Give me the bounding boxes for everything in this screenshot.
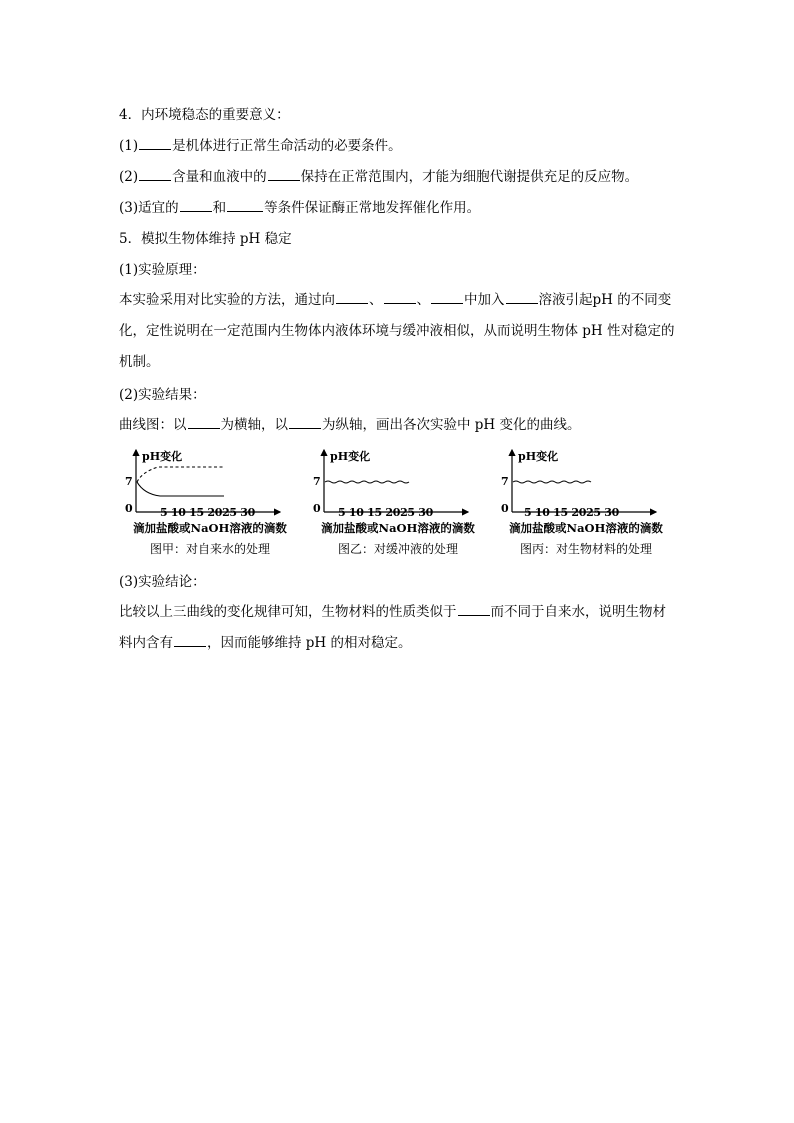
- curve-instruction: [119, 416, 581, 434]
- item1-prefix: (1): [119, 138, 139, 154]
- conclusion-label: (3)实验结论：: [119, 574, 206, 590]
- figure-caption: 图丙：对生物材料的处理: [519, 542, 652, 556]
- answer-blank[interactable]: [139, 168, 171, 181]
- hcl-curve: [137, 482, 224, 496]
- principle-text-a: 本实验采用对比实验的方法，通过向: [119, 292, 335, 308]
- answer-blank[interactable]: [458, 603, 490, 616]
- item2-mid: 含量和血液中的: [172, 169, 267, 185]
- figure-tap-water: [120, 446, 300, 558]
- y-tick-7: 7: [501, 475, 509, 488]
- conclusion-paragraph: [119, 597, 675, 659]
- x-axis-label: 滴加盐酸或NaOH溶液的滴数: [321, 521, 475, 535]
- principle-text-d: 中加入: [464, 292, 505, 308]
- principle-paragraph: [119, 285, 675, 378]
- answer-blank[interactable]: [180, 199, 212, 212]
- conclusion-text-b: 而不同于自来水，说明生物材料内含有: [119, 604, 666, 651]
- naoh-curve: [137, 467, 224, 482]
- y-tick-0: 0: [125, 502, 133, 515]
- section4-item2: [119, 168, 638, 186]
- section4-item1: [119, 137, 402, 155]
- y-tick-7: 7: [125, 475, 133, 488]
- item3-prefix: (3)适宜的: [119, 200, 179, 216]
- answer-blank[interactable]: [227, 199, 263, 212]
- stable-curve: [513, 481, 591, 483]
- item1-text: 是机体进行正常生命活动的必要条件。: [172, 138, 402, 154]
- y-tick-0: 0: [501, 502, 509, 515]
- answer-blank[interactable]: [506, 291, 538, 304]
- conclusion-text-c: ，因而能够维持 pH 的相对稳定。: [207, 635, 412, 651]
- answer-blank[interactable]: [336, 291, 368, 304]
- y-axis-label: pH变化: [142, 450, 183, 463]
- figure-buffer: [308, 446, 488, 558]
- answer-blank[interactable]: [384, 291, 416, 304]
- item2-text: 保持在正常范围内，才能为细胞代谢提供充足的反应物。: [300, 169, 639, 185]
- stable-curve: [325, 481, 409, 483]
- x-axis-label: 滴加盐酸或NaOH溶液的滴数: [133, 521, 287, 535]
- x-tick-labels: 5 10 15 2025 30: [338, 506, 434, 519]
- answer-blank[interactable]: [268, 168, 300, 181]
- answer-blank[interactable]: [188, 416, 220, 429]
- section4-heading: 4．内环境稳态的重要意义：: [119, 107, 290, 123]
- curve-text-c: 为纵轴，画出各次实验中 pH 变化的曲线。: [322, 417, 581, 433]
- figure-caption: 图乙：对缓冲液的处理: [337, 542, 458, 556]
- y-tick-7: 7: [313, 475, 321, 488]
- principle-text-b: 、: [369, 292, 383, 308]
- result-label: (2)实验结果：: [119, 387, 206, 403]
- figure-caption: 图甲：对自来水的处理: [149, 542, 270, 556]
- section4-item3: [119, 199, 480, 217]
- answer-blank[interactable]: [174, 634, 206, 647]
- item3-mid: 和: [212, 200, 227, 216]
- principle-text-e: 溶液引起pH 的不同变化，定性说明在一定范围内生物体内液体环境与缓冲液相似，从而说明生物体 pH 性对稳定的机制。: [119, 292, 675, 370]
- x-axis-label: 滴加盐酸或NaOH溶液的滴数: [509, 521, 663, 535]
- y-axis-label: pH变化: [518, 450, 559, 463]
- x-tick-labels: 5 10 15 2025 30: [160, 506, 256, 519]
- answer-blank[interactable]: [289, 416, 321, 429]
- conclusion-text-a: 比较以上三曲线的变化规律可知，生物材料的性质类似于: [119, 604, 457, 620]
- principle-label: (1)实验原理：: [119, 262, 206, 278]
- answer-blank[interactable]: [431, 291, 463, 304]
- curve-text-a: 曲线图：以: [119, 417, 187, 433]
- y-tick-0: 0: [313, 502, 321, 515]
- x-tick-labels: 5 10 15 2025 30: [524, 506, 620, 519]
- figure-biomaterial: [496, 446, 676, 558]
- curve-text-b: 为横轴，以: [220, 417, 288, 433]
- item3-text: 等条件保证酶正常地发挥催化作用。: [264, 200, 481, 216]
- section5-heading: 5．模拟生物体维持 pH 稳定: [119, 231, 292, 247]
- principle-text-c: 、: [416, 292, 430, 308]
- y-axis-label: pH变化: [330, 450, 371, 463]
- item2-prefix: (2): [119, 169, 139, 185]
- answer-blank[interactable]: [139, 137, 171, 150]
